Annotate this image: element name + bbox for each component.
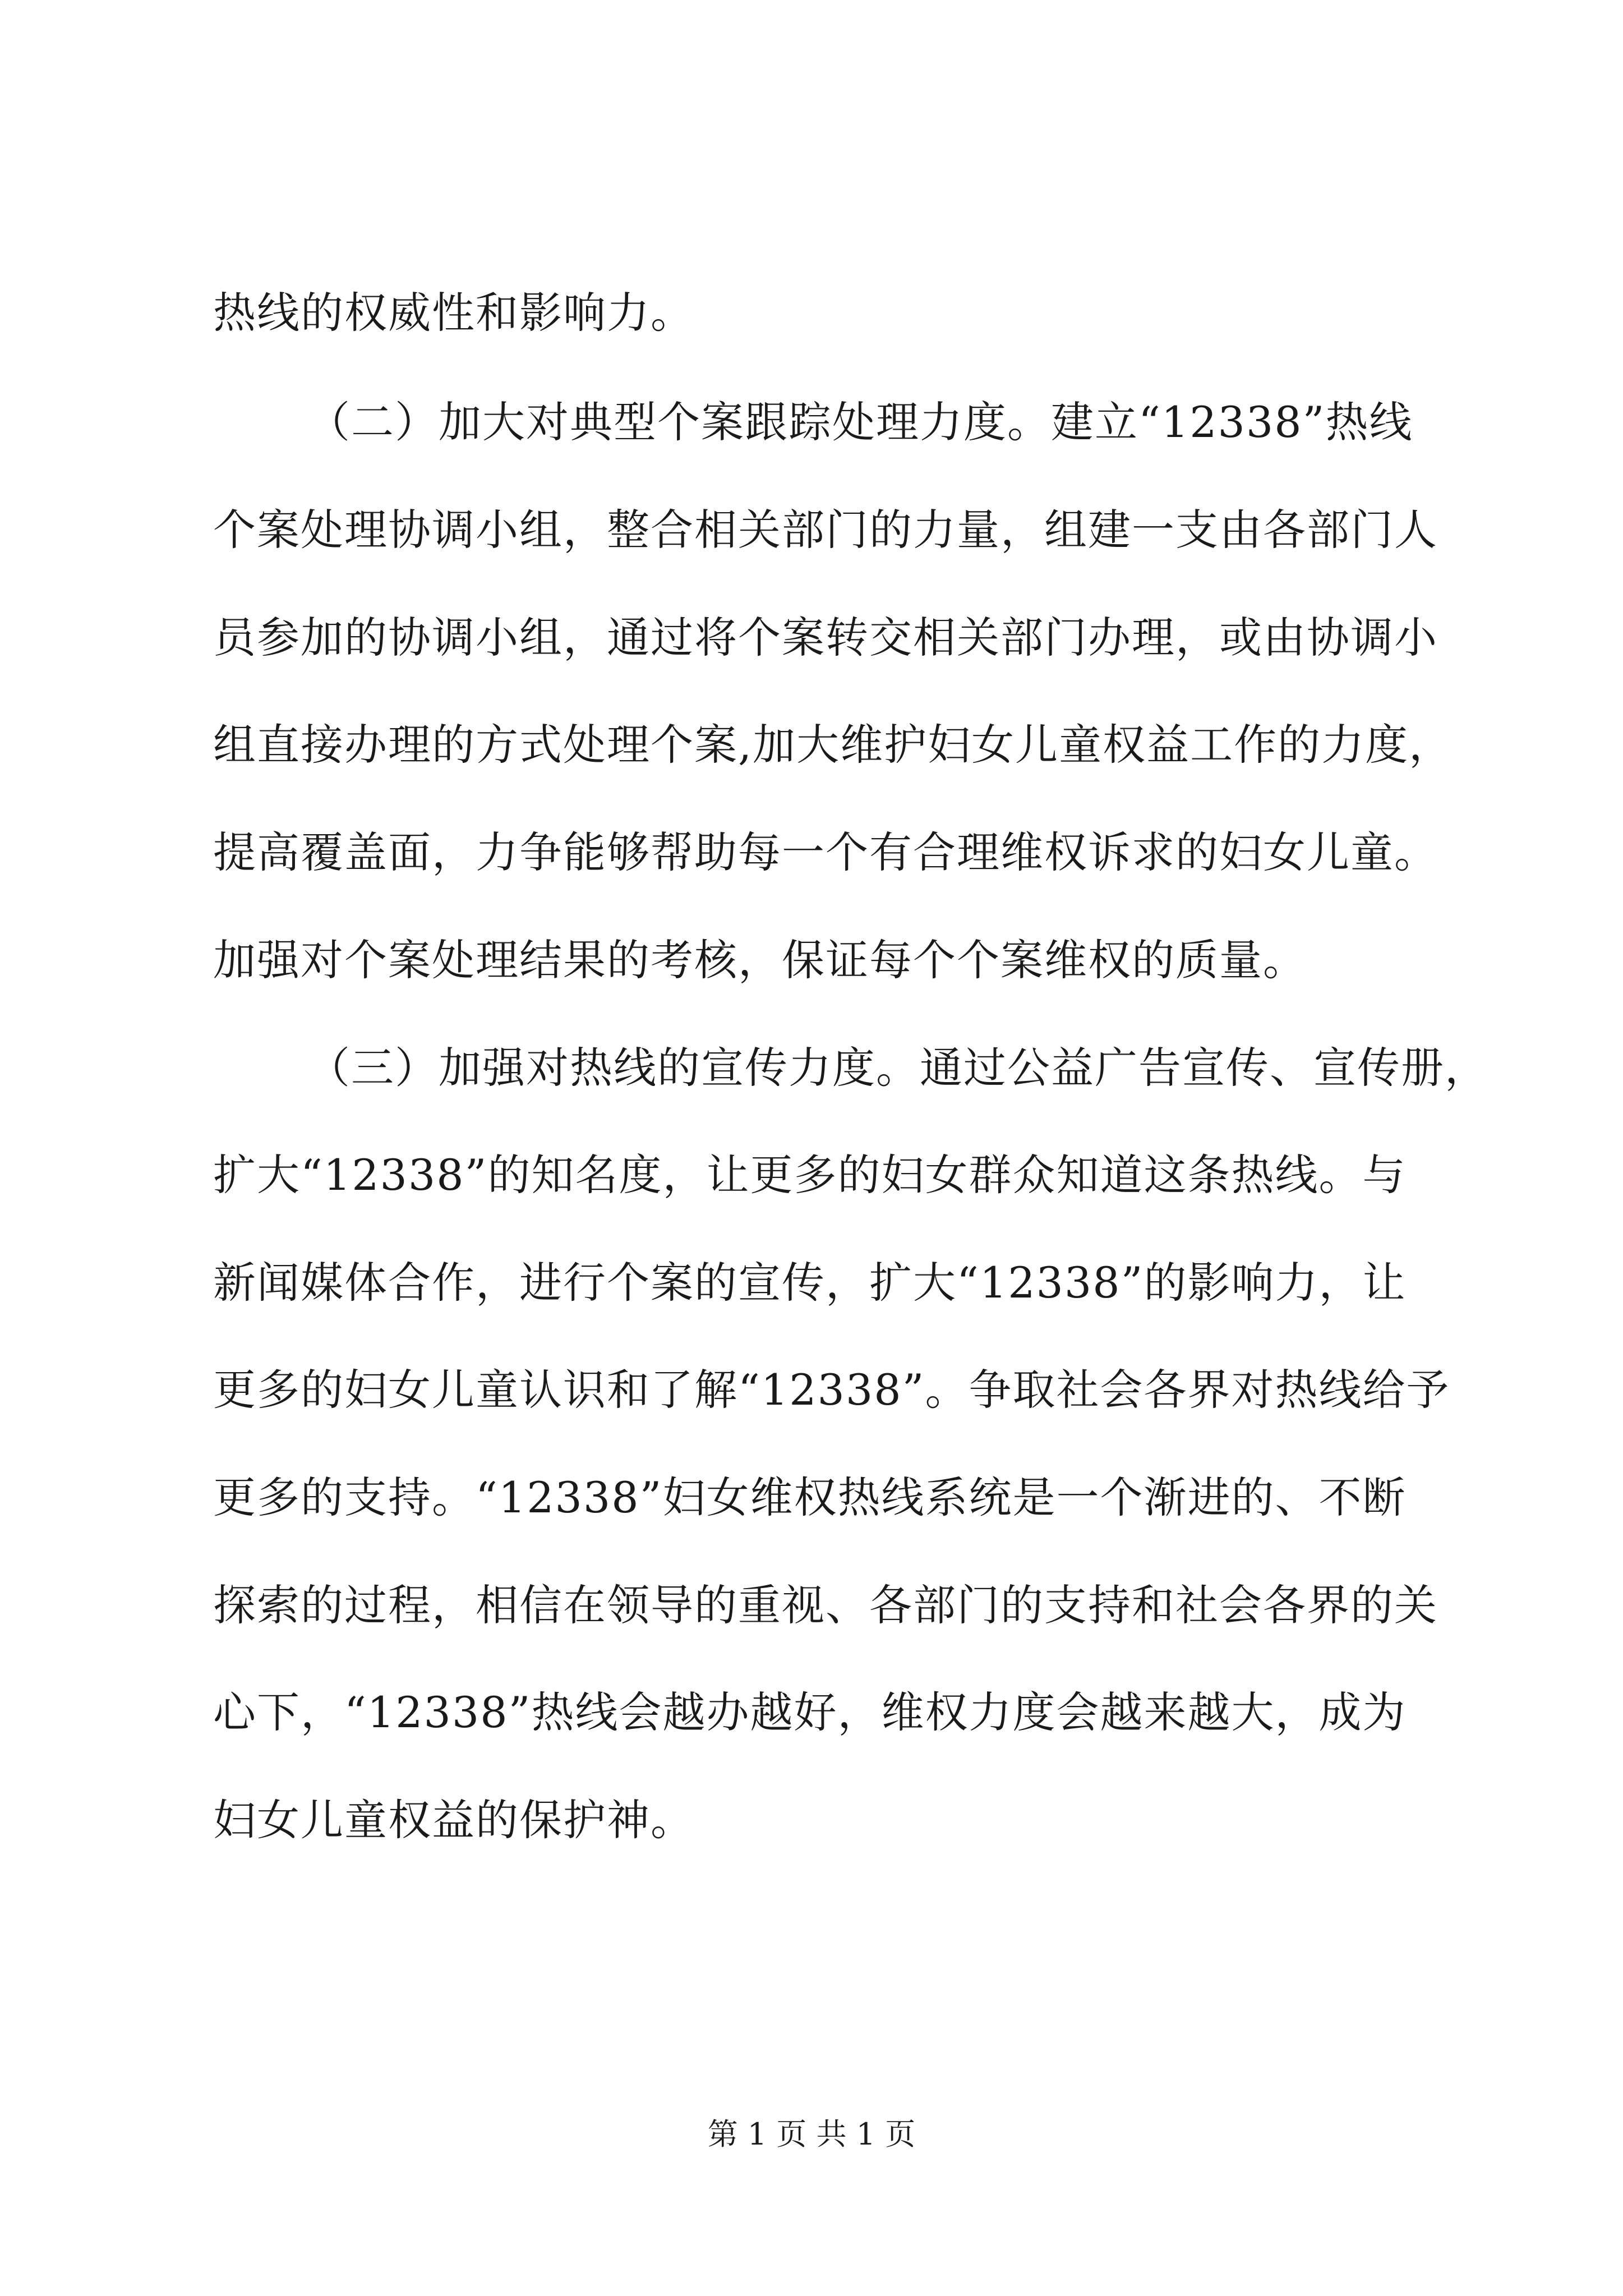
text-line: 妇女儿童权益的保护神。 xyxy=(213,1795,694,1845)
text-line: 更多的妇女儿童认识和了解“12338”。争取社会各界对热线给予 xyxy=(213,1365,1450,1415)
text-line: 新闻媒体合作，进行个案的宣传，扩大“12338”的影响力，让 xyxy=(213,1258,1407,1308)
page-number-footer: 第 1 页 共 1 页 xyxy=(707,2116,916,2152)
text-line: 加强对个案处理结果的考核，保证每个个案维权的质量。 xyxy=(213,935,1307,985)
text-line: 扩大“12338”的知名度，让更多的妇女群众知道这条热线。与 xyxy=(213,1150,1407,1200)
text-line: （三）加强对热线的宣传力度。通过公益广告宣传、宣传册， xyxy=(307,1043,1488,1093)
text-line: 组直接办理的方式处理个案,加大维护妇女儿童权益工作的力度， xyxy=(213,720,1453,770)
text-line: （二）加大对典型个案跟踪处理力度。建立“12338”热线 xyxy=(307,397,1413,447)
text-line: 热线的权威性和影响力。 xyxy=(213,288,694,338)
text-line: 心下，“12338”热线会越办越好，维权力度会越来越大，成为 xyxy=(213,1687,1407,1737)
text-line: 更多的支持。“12338”妇女维权热线系统是一个渐进的、不断 xyxy=(213,1473,1407,1522)
text-line: 探索的过程，相信在领导的重视、各部门的支持和社会各界的关 xyxy=(213,1580,1438,1630)
text-line: 提高覆盖面，力争能够帮助每一个有合理维权诉求的妇女儿童。 xyxy=(213,827,1438,877)
text-line: 个案处理协调小组，整合相关部门的力量，组建一支由各部门人 xyxy=(213,505,1438,555)
text-line: 员参加的协调小组，通过将个案转交相关部门办理，或由协调小 xyxy=(213,613,1438,662)
